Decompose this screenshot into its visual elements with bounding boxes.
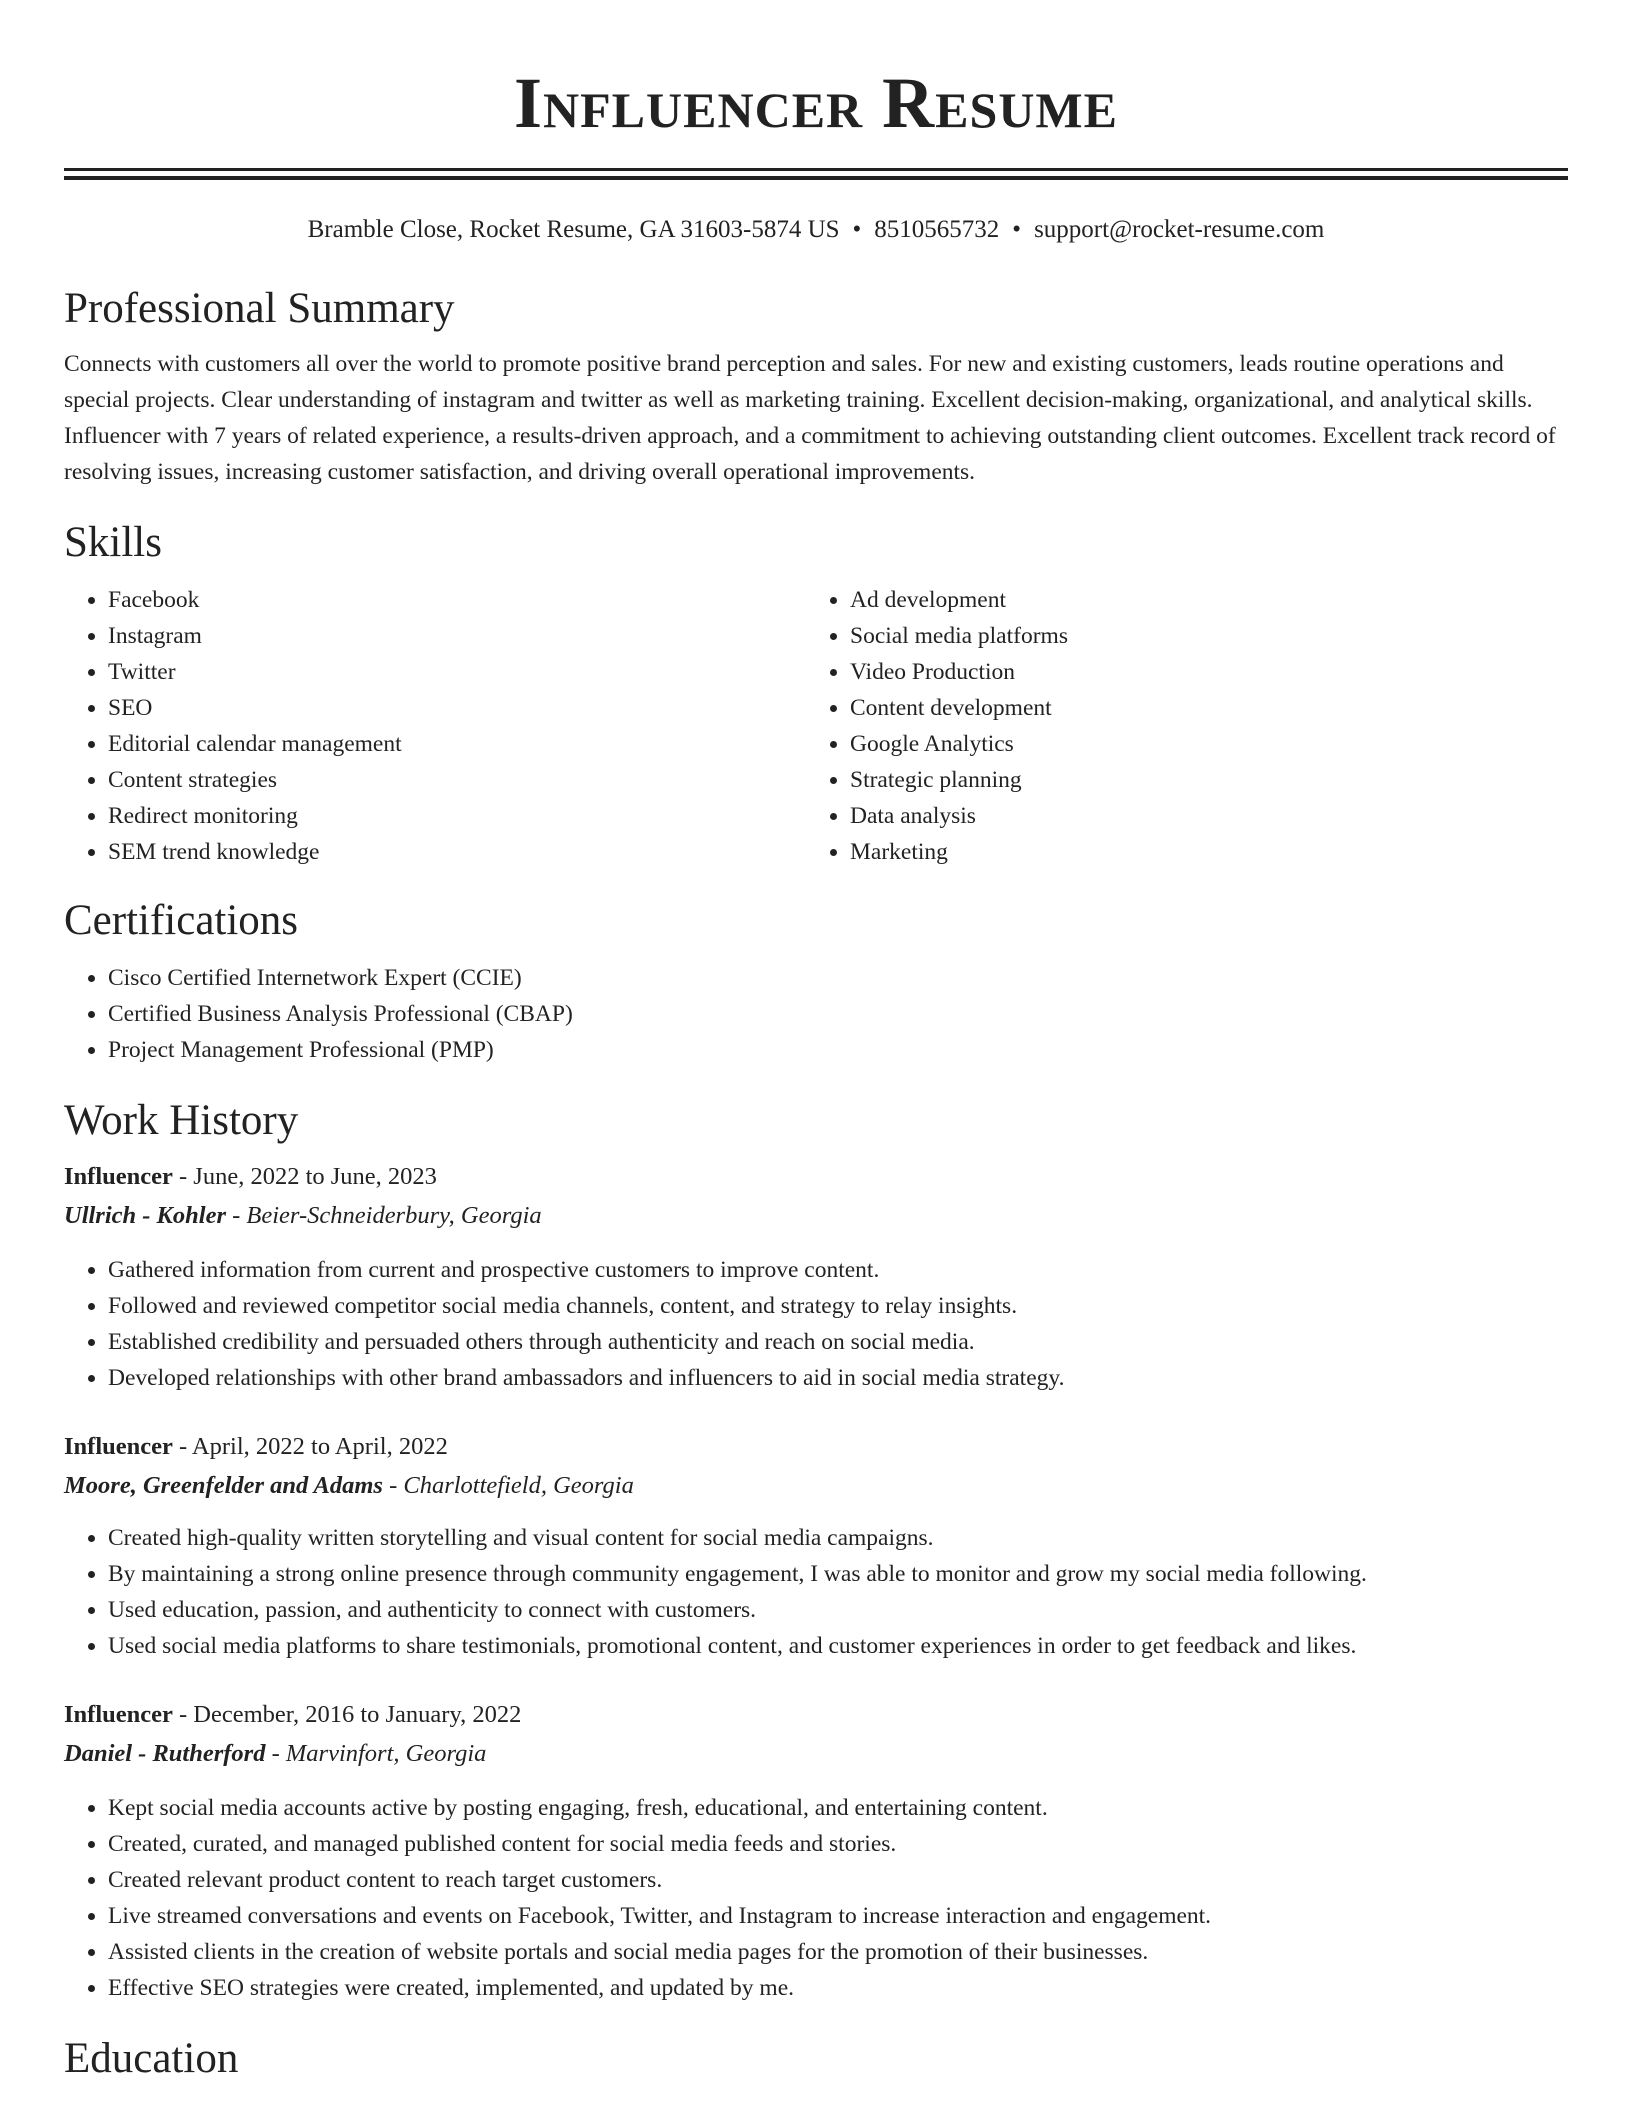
education-heading: Education [64,2035,239,2082]
job-location: - Marvinfort, Georgia [265,1740,487,1767]
skill-item: • Google Analytics [850,726,1548,762]
skill-item: • Social media platforms [850,618,1548,654]
job-bullets [64,1520,1568,1664]
skill-item: • Content development [850,690,1548,726]
certification-item: • Cisco Certified Internetwork Expert (CCIE) [108,960,1568,996]
skills-heading: Skills [64,519,162,566]
job-employer [64,1466,1568,1506]
job-company: Moore, Greenfelder and Adams [64,1472,383,1499]
skill-item: • Twitter [108,654,806,690]
job-title: Influencer [64,1433,173,1460]
contact-email: support@rocket-resume.com [1034,216,1325,243]
job-dates: - December, 2016 to January, 2022 [172,1701,522,1728]
job-bullet: • Created high-quality written storytelling and visual content for social media campaigns. [108,1520,1568,1556]
skill-item: • SEO [108,690,806,726]
job-bullet: • Followed and reviewed competitor social media channels, content, and strategy to relay insights. [108,1288,1568,1324]
certification-item: • Project Management Professional (PMP) [108,1032,1568,1068]
job-bullet: • Assisted clients in the creation of website portals and social media pages for the promotion of their businesses. [108,1934,1568,1970]
certifications-heading: Certifications [64,897,299,944]
job-title: Influencer [64,1701,173,1728]
contact-separator: • [852,216,862,243]
skill-item: • Data analysis [850,798,1548,834]
job-location: - Beier-Schneiderbury, Georgia [226,1202,542,1229]
contact-separator: • [1012,216,1022,243]
job-company: Daniel - Rutherford [64,1740,266,1767]
contact-phone: 8510565732 [874,216,1000,243]
job-bullet: • Effective SEO strategies were created, implemented, and updated by me. [108,1970,1568,2006]
skill-item: • Strategic planning [850,762,1548,798]
job-bullet: • Live streamed conversations and events on Facebook, Twitter, and Instagram to increase interaction and engagement. [108,1898,1568,1934]
job-header [64,1428,1568,1466]
job-bullets [64,1790,1568,2006]
skills-list [64,582,1568,870]
job-bullet: • Gathered information from current and prospective customers to improve content. [108,1252,1568,1288]
job-employer [64,1734,1568,1774]
job-location: - Charlottefield, Georgia [382,1472,634,1499]
contact-address: Bramble Close, Rocket Resume, GA 31603-5874 US [307,216,840,243]
skills-column-left [64,582,806,870]
summary-heading: Professional Summary [64,285,455,332]
skill-item: • Video Production [850,654,1548,690]
job-bullet: • Used education, passion, and authenticity to connect with customers. [108,1592,1568,1628]
job-header [64,1696,1568,1734]
summary-text: Connects with customers all over the world to promote positive brand perception and sales. For new and existing customers, leads routine operations and special projects. Clear understanding of instagram and twitter as well as marketing training. Excellent decision-making, organizational, and analytical skills. Influencer with 7 years of related experience, a results-driven approach, and a commitment to achieving outstanding client outcomes. Excellent track record of resolving issues, increasing customer satisfaction, and driving overall operational improvements. [64,351,1556,485]
job-bullet: • Created relevant product content to reach target customers. [108,1862,1568,1898]
job-dates: - April, 2022 to April, 2022 [172,1433,448,1460]
job-bullet: • Established credibility and persuaded others through authenticity and reach on social media. [108,1324,1568,1360]
job-company: Ullrich - Kohler [64,1202,226,1229]
work-history-heading: Work History [64,1097,299,1144]
job-header [64,1158,1568,1196]
job-entry [64,1158,1568,1396]
skill-item: • Content strategies [108,762,806,798]
title-divider [64,168,1568,180]
job-dates: - June, 2022 to June, 2023 [172,1163,437,1190]
skill-item: • SEM trend knowledge [108,834,806,870]
certifications-list [64,960,1568,1068]
job-entry [64,1428,1568,1664]
job-bullet: • Used social media platforms to share testimonials, promotional content, and customer experiences in order to get feedback and likes. [108,1628,1568,1664]
page-title: Influencer Resume [514,63,1118,143]
skill-item: • Redirect monitoring [108,798,806,834]
skills-column-right [806,582,1548,870]
contact-line [64,212,1568,248]
job-bullet: • Created, curated, and managed published content for social media feeds and stories. [108,1826,1568,1862]
job-bullet: • Developed relationships with other brand ambassadors and influencers to aid in social media strategy. [108,1360,1568,1396]
skill-item: • Facebook [108,582,806,618]
job-title: Influencer [64,1163,173,1190]
skill-item: • Editorial calendar management [108,726,806,762]
skill-item: • Ad development [850,582,1548,618]
job-entry [64,1696,1568,2006]
job-bullets [64,1252,1568,1396]
skill-item: • Instagram [108,618,806,654]
certification-item: • Certified Business Analysis Professional (CBAP) [108,996,1568,1032]
job-employer [64,1196,1568,1236]
job-bullet: • Kept social media accounts active by posting engaging, fresh, educational, and entertaining content. [108,1790,1568,1826]
job-bullet: • By maintaining a strong online presence through community engagement, I was able to monitor and grow my social media following. [108,1556,1568,1592]
skill-item: • Marketing [850,834,1548,870]
resume-page [64,0,1568,2084]
